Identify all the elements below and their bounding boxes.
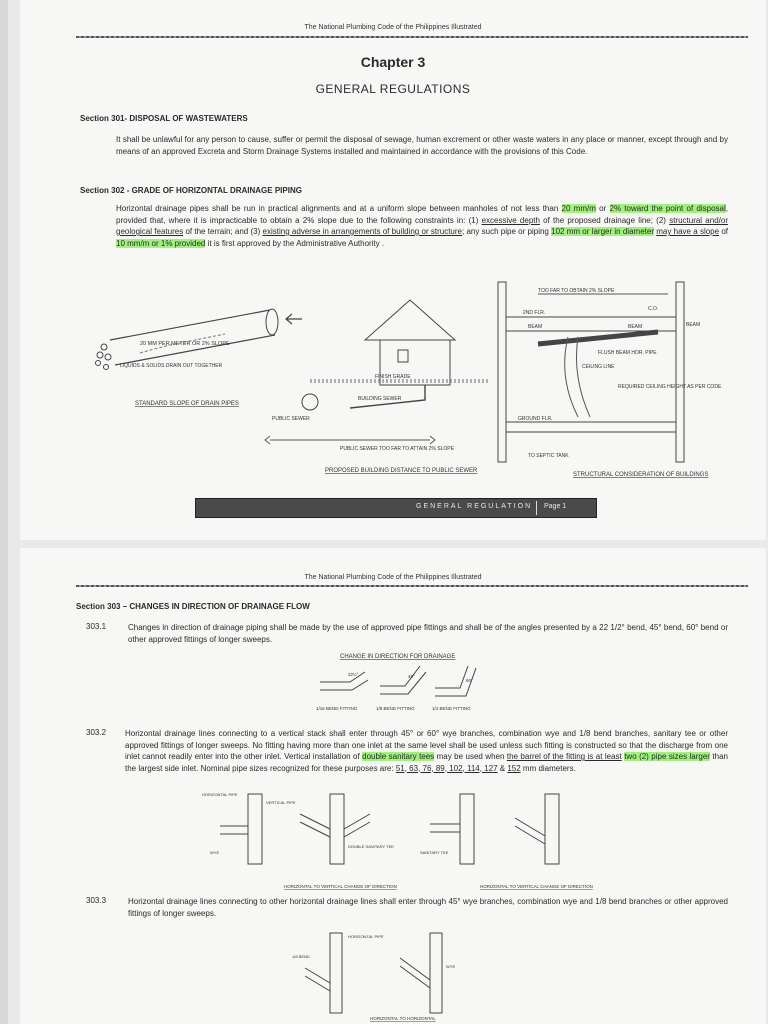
clause-303-3-text: Horizontal drainage lines connecting to other horizontal drainage lines shall enter through 45° wye branches, combination wye and 1/8 bend branches or other approved fittings of longer sweeps. bbox=[128, 897, 728, 918]
fig-c-ceiling: CEILING LINE bbox=[582, 364, 615, 370]
fig-a-liquids-label: LIQUIDS & SOLIDS DRAIN OUT TOGETHER bbox=[120, 363, 223, 369]
fig-b-finish-grade: FINISH GRADE bbox=[375, 374, 411, 380]
s303-2-text: & bbox=[497, 763, 508, 773]
fig2-caption-1: HORIZONTAL TO VERTICAL CHANGE OF DIRECTION bbox=[284, 884, 397, 889]
s302-text: , provided that, where it is impracticable to obtain a 2% slope due to the following constraints in: (1) bbox=[116, 204, 729, 225]
fig2-horizontal-1: HORIZONTAL PIPE bbox=[202, 792, 238, 797]
fig1-angle-3: 60° bbox=[466, 678, 473, 683]
fig2-caption-2: HORIZONTAL TO VERTICAL CHANGE OF DIRECTION bbox=[480, 884, 593, 889]
fig-c-beam-mid: BEAM bbox=[628, 324, 643, 330]
highlight-double-sanitary-tees: double sanitary tees bbox=[362, 752, 435, 761]
s302-text: it is first approved by the Administrative Authority . bbox=[205, 238, 385, 248]
chapter-title: GENERAL REGULATIONS bbox=[315, 82, 471, 96]
fig1-title: CHANGE IN DIRECTION FOR DRAINAGE bbox=[340, 654, 456, 660]
figure-building-distance bbox=[250, 290, 500, 490]
header-rule-2 bbox=[76, 585, 748, 587]
fig-b-building-sewer: BUILDING SEWER bbox=[358, 396, 402, 402]
fig-b-public-sewer: PUBLIC SEWER bbox=[272, 416, 310, 422]
fig-c-2nd-floor: 2ND FLR. bbox=[523, 310, 546, 316]
underline-excessive-depth: excessive depth bbox=[481, 215, 540, 225]
fig-a-caption: STANDARD SLOPE OF DRAIN PIPES bbox=[135, 401, 239, 407]
underline-barrel: the barrel of the fitting is at least bbox=[506, 752, 622, 761]
clause-303-1-number: 303.1 bbox=[86, 622, 107, 631]
fig-c-beam-left: BEAM bbox=[528, 324, 543, 330]
fig-a-slope-label: 20 MM PER METER OR 2% SLOPE bbox=[140, 341, 230, 347]
footer-label: GENERAL REGULATION bbox=[416, 503, 533, 510]
section-302-title: Section 302 - GRADE OF HORIZONTAL DRAINAGE PIPING bbox=[80, 186, 302, 195]
page-2 bbox=[20, 548, 766, 1024]
s303-2-text: than the largest side inlet. Nominal pipe sizes recognized for these purposes are: bbox=[125, 752, 728, 773]
figure-vertical-connections bbox=[200, 784, 620, 896]
fig3-caption: HORIZONTAL TO HORIZONTAL bbox=[370, 1016, 436, 1021]
section-301-body: It shall be unlawful for any person to cause, suffer or permit the disposal of sewage, human excrement or other waste waters in any place or manner, except through and by means of an approved Excreta and Storm Drainage Systems installed and maintained in accordance with the provisions of this Code. bbox=[116, 135, 728, 156]
section-303-title: Section 303 – CHANGES IN DIRECTION OF DRAINAGE FLOW bbox=[76, 602, 310, 611]
underline-structural-features: structural and/or geological features bbox=[116, 215, 728, 236]
page-footer-banner bbox=[195, 498, 597, 518]
fig-b-caption: PROPOSED BUILDING DISTANCE TO PUBLIC SEWER bbox=[325, 468, 478, 474]
fig-c-ground: GROUND FLR. bbox=[518, 416, 553, 422]
highlight-pipe-diameter: 102 mm or larger in diameter bbox=[551, 227, 654, 236]
clause-303-1-text: Changes in direction of drainage piping shall be made by the use of approved pipe fittings and shall be of the angles presented by a 22 1/2° bend, 45° bend, 60° bend or other approved fittings of longer sweeps. bbox=[128, 623, 728, 644]
s302-text: of bbox=[719, 227, 729, 236]
scan-edge-shadow bbox=[0, 0, 8, 1024]
fig-c-too-far: TOO FAR TO OBTAIN 2% SLOPE bbox=[538, 288, 615, 294]
fig-c-beam-right: BEAM bbox=[686, 322, 701, 328]
fig2-wye: WYE bbox=[210, 850, 220, 855]
s302-text: ; any such pipe or piping bbox=[461, 227, 552, 236]
fig-b-too-far: PUBLIC SEWER TOO FAR TO ATTAIN 2% SLOPE bbox=[340, 446, 454, 452]
page-1 bbox=[20, 0, 766, 540]
fig-c-cleanout: C.O. bbox=[648, 306, 659, 312]
fig2-vertical-1: VERTICAL PIPE bbox=[266, 800, 296, 805]
s303-2-text: mm diameters. bbox=[520, 763, 576, 773]
fig3-wye: WYE bbox=[446, 964, 456, 969]
fig3-bend: 1/8 BEND bbox=[292, 954, 310, 959]
s302-text: or bbox=[595, 204, 610, 213]
fig2-double-tee: DOUBLE SANITARY TEE bbox=[348, 844, 394, 849]
figure-horizontal-connections bbox=[290, 928, 510, 1024]
running-title-2: The National Plumbing Code of the Philippines Illustrated bbox=[304, 574, 482, 581]
chapter-number: Chapter 3 bbox=[360, 54, 426, 70]
figure-structural bbox=[498, 282, 722, 492]
header-rule bbox=[76, 36, 748, 38]
fig2-sanitary-tee: SANITARY TEE bbox=[420, 850, 449, 855]
fig-c-flush-beam: FLUSH BEAM HOR. PIPE bbox=[598, 350, 657, 356]
fig1-label-1: 1/16 BEND FITTING bbox=[316, 706, 358, 711]
underline-may-have-slope: may have a slope bbox=[656, 227, 720, 236]
section-302-body bbox=[116, 203, 728, 249]
clause-303-2-text bbox=[125, 728, 728, 774]
fig-c-required: REQUIRED CEILING HEIGHT AS PER CODE bbox=[618, 384, 722, 390]
fig1-label-3: 1/4 BEND FITTING bbox=[432, 706, 471, 711]
s303-2-text: may be used when bbox=[434, 752, 507, 761]
highlight-two-pipe-sizes: two (2) pipe sizes larger bbox=[624, 752, 710, 761]
figure-bends bbox=[310, 652, 490, 722]
s302-text: of the proposed drainage line; (2) bbox=[539, 215, 670, 225]
fig1-angle-1: 22½° bbox=[348, 672, 359, 677]
highlight-reduced-slope: 10 mm/m or 1% provided bbox=[116, 238, 206, 248]
highlight-point-of-disposal: 2% toward the point of disposal bbox=[609, 204, 726, 213]
highlight-slope-value: 20 mm/m bbox=[561, 204, 596, 213]
underline-pipe-sizes: 51, 63, 76, 89, 102, 114, 127 bbox=[395, 763, 498, 773]
footer-page-number: Page 1 bbox=[544, 503, 567, 510]
fig-c-caption: STRUCTURAL CONSIDERATION OF BUILDINGS bbox=[573, 472, 709, 478]
underline-152: 152 bbox=[507, 763, 521, 773]
running-title: The National Plumbing Code of the Philippines Illustrated bbox=[304, 24, 482, 31]
section-301-title: Section 301- DISPOSAL OF WASTEWATERS bbox=[80, 114, 248, 123]
footer-divider bbox=[536, 501, 537, 515]
underline-existing-arrangements: existing adverse in arrangements of building or structure bbox=[262, 227, 462, 236]
fig-c-septic: TO SEPTIC TANK bbox=[528, 453, 569, 459]
s303-2-text: Horizontal drainage lines connecting to a vertical stack shall enter through 45° or 60° wye branches, combination wye and 1/8 bend branches, sanitary tee or other approved fittings of longer sweeps. No fitting having more than one inlet at the same level shall be used unless such fitting is constructed so that the discharge from one inlet cannot readily enter into the other inlet. Vertical installation of bbox=[125, 729, 728, 761]
s302-text: Horizontal drainage pipes shall be run in practical alignments and at a uniform slope between manholes of not less than bbox=[116, 204, 562, 213]
clause-303-3-number: 303.3 bbox=[86, 896, 107, 905]
fig1-angle-2: 45° bbox=[408, 674, 415, 679]
s302-text: of the terrain; and (3) bbox=[183, 227, 263, 236]
fig1-label-2: 1/8 BEND FITTING bbox=[376, 706, 415, 711]
fig3-horizontal: HORIZONTAL PIPE bbox=[348, 934, 384, 939]
clause-303-2-number: 303.2 bbox=[86, 728, 107, 737]
